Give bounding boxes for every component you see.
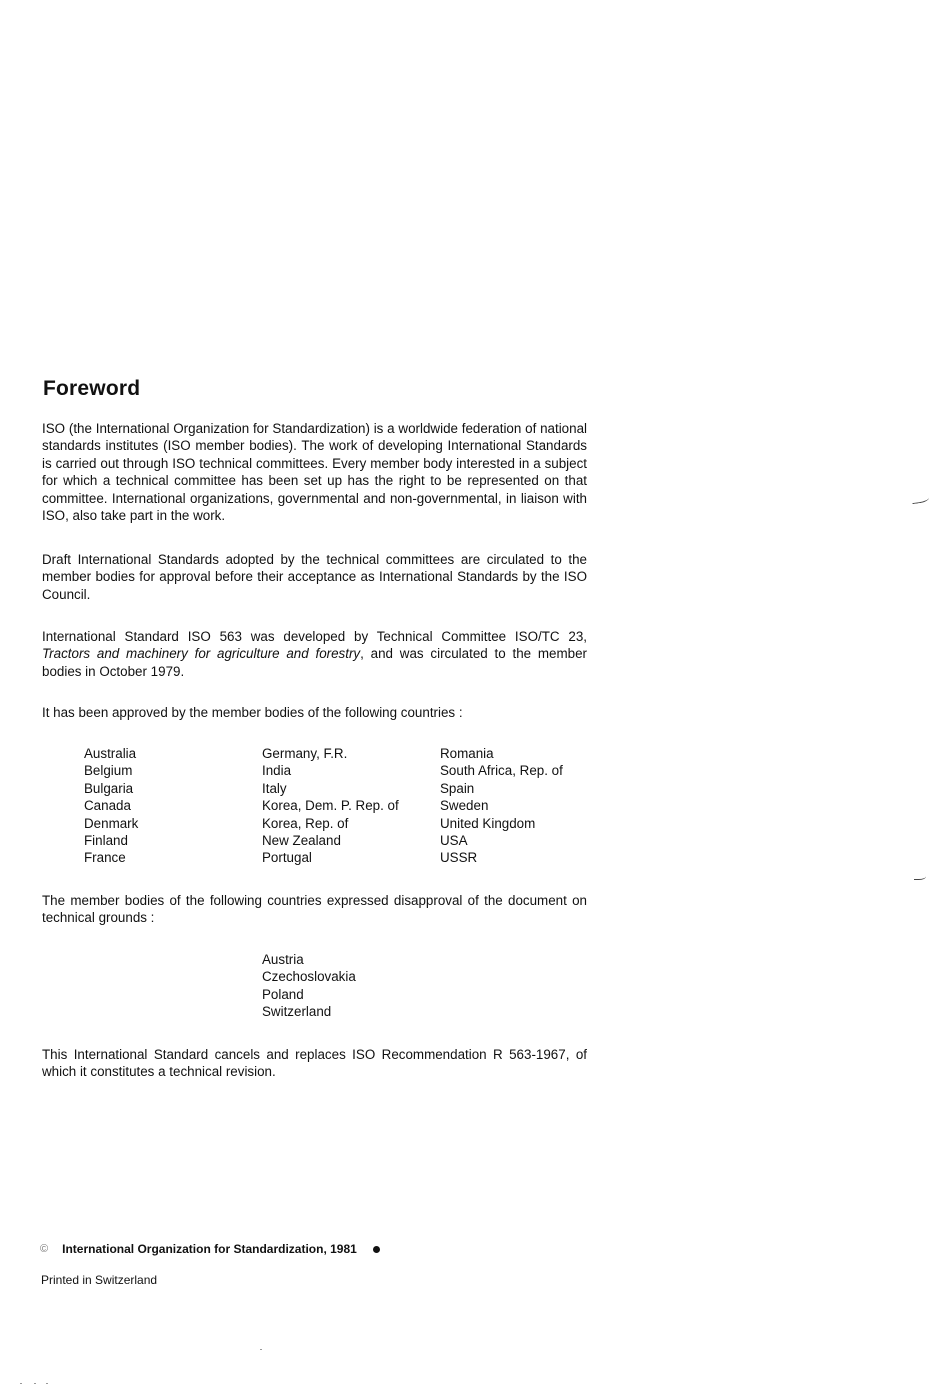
scan-speck (46, 1383, 48, 1384)
list-item: Czechoslovakia (262, 969, 356, 985)
intro-paragraph: ISO (the International Organization for Standardization) is a worldwide federation of national standards institutes (ISO member bodies). The work of developing International Standards is carried out through ISO technical committees. Every member body interested in a subject for which a technical committee has been set up has the right to be represented on that committee. International organizations, governmental and non-governmental, in liaison with ISO, also take part in the work. (42, 421, 587, 524)
list-item: Austria (262, 952, 304, 967)
approval-paragraph: It has been approved by the member bodies of the following countries : (42, 705, 463, 720)
list-item: Korea, Rep. of (262, 815, 349, 831)
scan-mark-icon (914, 874, 926, 880)
list-item: India (262, 763, 292, 779)
list-item: USSR (440, 850, 478, 866)
list-item: Spain (440, 780, 475, 796)
list-item: Australia (84, 746, 137, 761)
copyright-line (40, 1242, 380, 1256)
list-item: France (84, 850, 126, 866)
draft-standards-paragraph: Draft International Standards adopted by the technical committees are circulated to the member bodies for approval before their acceptance as International Standards by the ISO Council. (42, 552, 587, 602)
scan-speck (260, 1349, 262, 1350)
copyright-text: International Organization for Standardization, 1981 (62, 1242, 357, 1256)
list-item: USA (440, 833, 468, 849)
list-item: United Kingdom (440, 815, 536, 831)
list-item: Finland (84, 833, 128, 849)
committee-title: Tractors and machinery for agriculture and forestry (42, 646, 361, 662)
list-item: South Africa, Rep. of (440, 763, 563, 779)
list-item: Sweden (440, 798, 489, 814)
list-item: Denmark (84, 815, 139, 831)
list-item: Poland (262, 986, 304, 1002)
list-item: Bulgaria (84, 780, 134, 796)
scan-mark-icon (912, 495, 930, 504)
list-item: Italy (262, 780, 287, 796)
development-text-start: International Standard ISO 563 was developed by Technical Committee ISO/TC 23, (42, 629, 587, 644)
approving-countries-column-3 (440, 745, 563, 867)
revision-paragraph: This International Standard cancels and replaces ISO Recommendation R 563-1967, of which it constitutes a technical revision. (42, 1047, 587, 1080)
approving-countries-column-1 (84, 745, 138, 867)
list-item: Canada (84, 798, 131, 814)
printed-location: Printed in Switzerland (41, 1273, 158, 1287)
list-item: Belgium (84, 763, 133, 779)
approving-countries-column-2 (262, 745, 399, 867)
copyright-icon: © (40, 1243, 49, 1255)
page-title: Foreword (43, 377, 141, 400)
list-item: New Zealand (262, 833, 341, 849)
bullet-dot-icon (373, 1246, 380, 1253)
scan-speck (20, 1383, 22, 1384)
list-item: Portugal (262, 850, 312, 866)
development-text-end: , and was circulated to the member bodies in October 1979. (42, 646, 587, 679)
disapproval-paragraph: The member bodies of the following countries expressed disapproval of the document on technical grounds : (42, 893, 587, 926)
scan-speck (34, 1383, 36, 1384)
development-paragraph (42, 628, 587, 680)
list-item: Switzerland (262, 1004, 332, 1020)
disapproving-countries-list (262, 951, 356, 1021)
list-item: Romania (440, 746, 494, 761)
list-item: Germany, F.R. (262, 746, 348, 761)
list-item: Korea, Dem. P. Rep. of (262, 798, 399, 814)
